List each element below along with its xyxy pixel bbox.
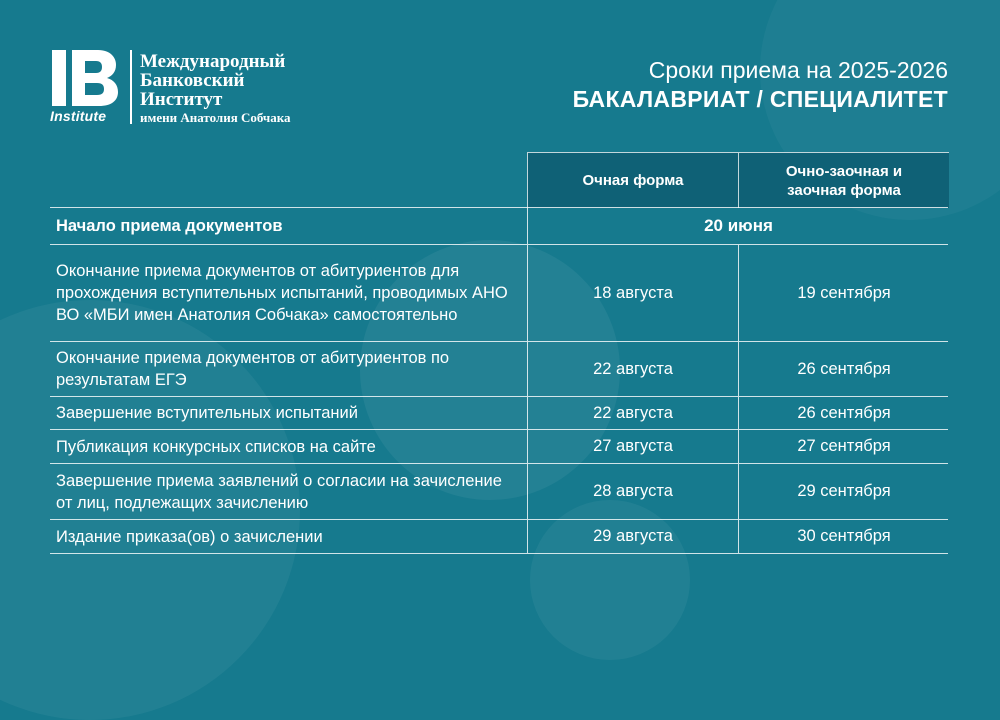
logo-line-3: Институт bbox=[140, 89, 223, 110]
row-value-start-date: 20 июня bbox=[527, 208, 949, 244]
table-header-row bbox=[50, 152, 948, 207]
row-label: Завершение вступительных испытаний bbox=[56, 404, 358, 422]
row-label: Начало приема документов bbox=[56, 217, 283, 235]
logo-text bbox=[140, 52, 291, 126]
title-line-2: БАКАЛАВРИАТ / СПЕЦИАЛИТЕТ bbox=[572, 86, 948, 112]
logo-divider bbox=[130, 50, 132, 124]
row-label: Завершение приема заявлений о согласии на зачисление от лиц, подлежащих зачислению bbox=[56, 471, 502, 512]
table-row bbox=[50, 463, 948, 519]
logo-subline: имени Анатолия Собчака bbox=[140, 110, 291, 125]
logo-institute-word: Institute bbox=[50, 108, 107, 124]
table-row bbox=[50, 519, 948, 554]
row-label: Издание приказа(ов) о зачислении bbox=[56, 527, 323, 546]
row-value-full-time: 27 августа bbox=[527, 430, 738, 463]
title-line-1: Сроки приема на 2025-2026 bbox=[648, 57, 948, 83]
row-label: Окончание приема документов от абитуриентов по результатам ЕГЭ bbox=[56, 349, 450, 389]
admission-schedule-table bbox=[50, 152, 948, 554]
row-value-full-time: 18 августа bbox=[527, 245, 738, 341]
ib-logo-icon bbox=[50, 48, 120, 108]
logo-line-1: Международный bbox=[140, 51, 286, 72]
logo-line-2: Банковский bbox=[140, 70, 245, 91]
row-label: Окончание приема документов от абитуриентов для прохождения вступительных испытаний, проводимых АНО ВО «МБИ имен Анатолия Собчака» самостоятельно bbox=[56, 262, 508, 324]
row-value-full-time: 28 августа bbox=[527, 464, 738, 519]
table-row-start bbox=[50, 207, 948, 244]
row-value-part-time: 30 сентября bbox=[738, 520, 949, 553]
table-row bbox=[50, 429, 948, 463]
row-value-part-time: 26 сентября bbox=[738, 397, 949, 429]
ib-logo-mark bbox=[50, 48, 120, 128]
page-title bbox=[573, 56, 948, 114]
row-value-part-time: 27 сентября bbox=[738, 430, 949, 463]
row-label: Публикация конкурсных списков на сайте bbox=[56, 437, 376, 456]
row-value-full-time: 22 августа bbox=[527, 397, 738, 429]
row-value-part-time: 26 сентября bbox=[738, 342, 949, 396]
row-value-part-time: 19 сентября bbox=[738, 245, 949, 341]
row-value-full-time: 22 августа bbox=[527, 342, 738, 396]
column-header-part-time bbox=[738, 152, 949, 208]
table-row bbox=[50, 396, 948, 429]
row-value-part-time: 29 сентября bbox=[738, 464, 949, 519]
table-row bbox=[50, 341, 948, 396]
row-value-full-time: 29 августа bbox=[527, 520, 738, 553]
column-header-part-time-label: Очно-заочная и заочная форма bbox=[785, 162, 903, 199]
column-header-full-time: Очная форма bbox=[527, 152, 738, 208]
institute-logo bbox=[50, 48, 340, 128]
table-row bbox=[50, 244, 948, 341]
